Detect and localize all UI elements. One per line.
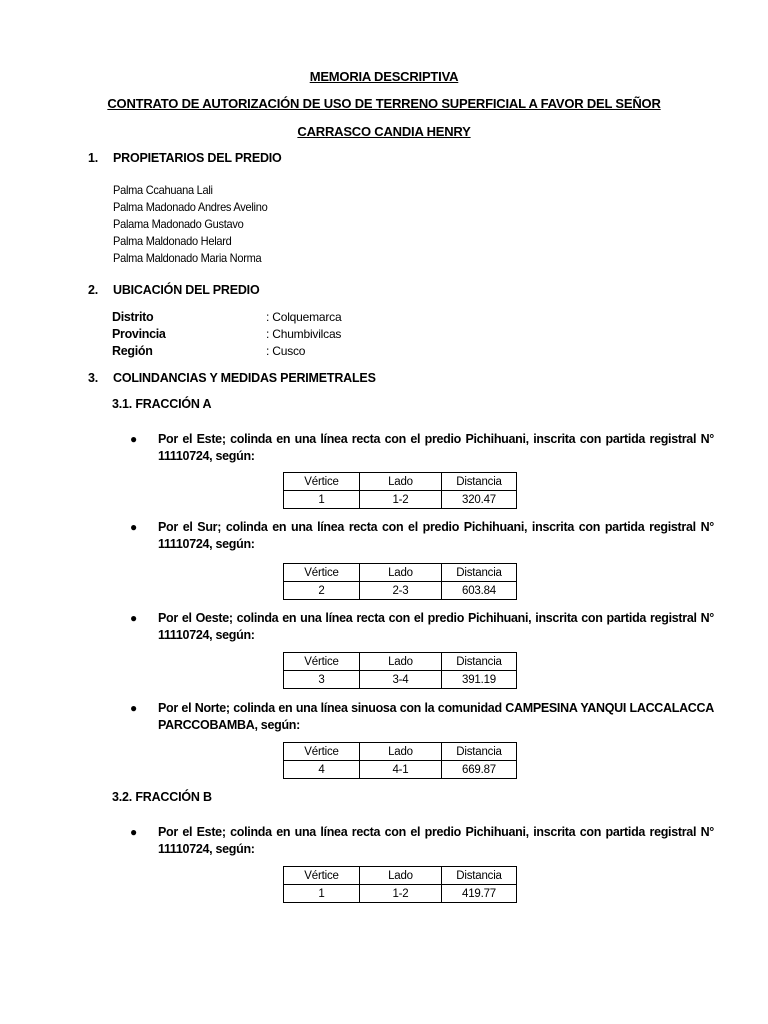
boundary-item	[130, 519, 714, 553]
header-vertice: Vértice	[284, 564, 360, 582]
measurement-table	[283, 652, 517, 689]
cell-lado: 4-1	[360, 761, 442, 779]
fraccion-b-heading: 3.2. FRACCIÓN B	[112, 790, 212, 804]
location-label-distrito: Distrito	[112, 310, 154, 324]
section-2-title: UBICACIÓN DEL PREDIO	[113, 283, 260, 297]
boundary-item	[130, 431, 714, 465]
boundary-text: Por el Sur; colinda en una línea recta con el predio Pichihuani, inscrita con partida registral N° 11110724, según:	[158, 520, 714, 551]
table-row	[284, 671, 517, 689]
bullet-icon: ●	[130, 701, 137, 715]
boundary-item	[130, 824, 714, 858]
document-title: MEMORIA DESCRIPTIVA	[309, 69, 459, 84]
cell-vertice: 1	[284, 885, 360, 903]
boundary-item	[130, 610, 714, 644]
owner-item: Palama Madonado Gustavo	[113, 217, 244, 231]
section-3-number: 3.	[88, 371, 99, 385]
cell-lado: 3-4	[360, 671, 442, 689]
boundary-text: Por el Norte; colinda en una línea sinuosa con la comunidad CAMPESINA YANQUI LACCALACCA PARCCOBAMBA, según:	[158, 701, 714, 732]
boundary-text: Por el Este; colinda en una línea recta con el predio Pichihuani, inscrita con partida registral N° 11110724, según:	[158, 432, 714, 463]
header-lado: Lado	[360, 473, 442, 491]
owner-item: Palma Madonado Andres Avelino	[113, 200, 268, 214]
header-vertice: Vértice	[284, 473, 360, 491]
section-1-number: 1.	[88, 151, 99, 165]
measurement-table	[283, 866, 517, 903]
cell-vertice: 2	[284, 582, 360, 600]
table-row	[284, 761, 517, 779]
location-value-provincia: : Chumbivilcas	[266, 327, 342, 341]
cell-lado: 2-3	[360, 582, 442, 600]
header-lado: Lado	[360, 867, 442, 885]
bullet-icon: ●	[130, 611, 137, 625]
fraccion-a-heading: 3.1. FRACCIÓN A	[112, 397, 212, 411]
header-lado: Lado	[360, 743, 442, 761]
header-distancia: Distancia	[442, 867, 517, 885]
location-value-distrito: : Colquemarca	[266, 310, 342, 324]
cell-distancia: 320.47	[442, 491, 517, 509]
cell-vertice: 4	[284, 761, 360, 779]
cell-lado: 1-2	[360, 491, 442, 509]
header-distancia: Distancia	[442, 473, 517, 491]
boundary-item	[130, 700, 714, 734]
table-row	[284, 491, 517, 509]
header-vertice: Vértice	[284, 867, 360, 885]
measurement-table	[283, 742, 517, 779]
document-subtitle-line2: CARRASCO CANDIA HENRY	[297, 124, 471, 139]
header-distancia: Distancia	[442, 743, 517, 761]
measurement-table	[283, 472, 517, 509]
cell-distancia: 391.19	[442, 671, 517, 689]
header-lado: Lado	[360, 653, 442, 671]
cell-distancia: 603.84	[442, 582, 517, 600]
measurement-table	[283, 563, 517, 600]
section-3-heading	[88, 371, 376, 385]
header-lado: Lado	[360, 564, 442, 582]
section-2-number: 2.	[88, 283, 99, 297]
table-header-row	[284, 473, 517, 491]
table-header-row	[284, 564, 517, 582]
section-1-title: PROPIETARIOS DEL PREDIO	[113, 151, 282, 165]
header-vertice: Vértice	[284, 653, 360, 671]
bullet-icon: ●	[130, 520, 137, 534]
table-header-row	[284, 867, 517, 885]
owner-item: Palma Maldonado Maria Norma	[113, 251, 262, 265]
cell-lado: 1-2	[360, 885, 442, 903]
bullet-icon: ●	[130, 825, 137, 839]
cell-distancia: 669.87	[442, 761, 517, 779]
table-row	[284, 885, 517, 903]
location-value-region: : Cusco	[266, 344, 306, 358]
table-row	[284, 582, 517, 600]
section-3-title: COLINDANCIAS Y MEDIDAS PERIMETRALES	[113, 371, 376, 385]
header-distancia: Distancia	[442, 564, 517, 582]
table-header-row	[284, 653, 517, 671]
header-vertice: Vértice	[284, 743, 360, 761]
bullet-icon: ●	[130, 432, 137, 446]
owner-item: Palma Ccahuana Lali	[113, 183, 213, 197]
section-1-heading	[88, 151, 282, 165]
boundary-text: Por el Oeste; colinda en una línea recta con el predio Pichihuani, inscrita con partida registral N° 11110724, según:	[158, 611, 714, 642]
cell-distancia: 419.77	[442, 885, 517, 903]
document-subtitle-line1: CONTRATO DE AUTORIZACIÓN DE USO DE TERRENO SUPERFICIAL A FAVOR DEL SEÑOR	[107, 96, 661, 111]
location-label-provincia: Provincia	[112, 327, 166, 341]
cell-vertice: 3	[284, 671, 360, 689]
section-2-heading	[88, 283, 259, 297]
boundary-text: Por el Este; colinda en una línea recta con el predio Pichihuani, inscrita con partida registral N° 11110724, según:	[158, 825, 714, 856]
location-label-region: Región	[112, 344, 153, 358]
cell-vertice: 1	[284, 491, 360, 509]
header-distancia: Distancia	[442, 653, 517, 671]
table-header-row	[284, 743, 517, 761]
owner-item: Palma Maldonado Helard	[113, 234, 232, 248]
